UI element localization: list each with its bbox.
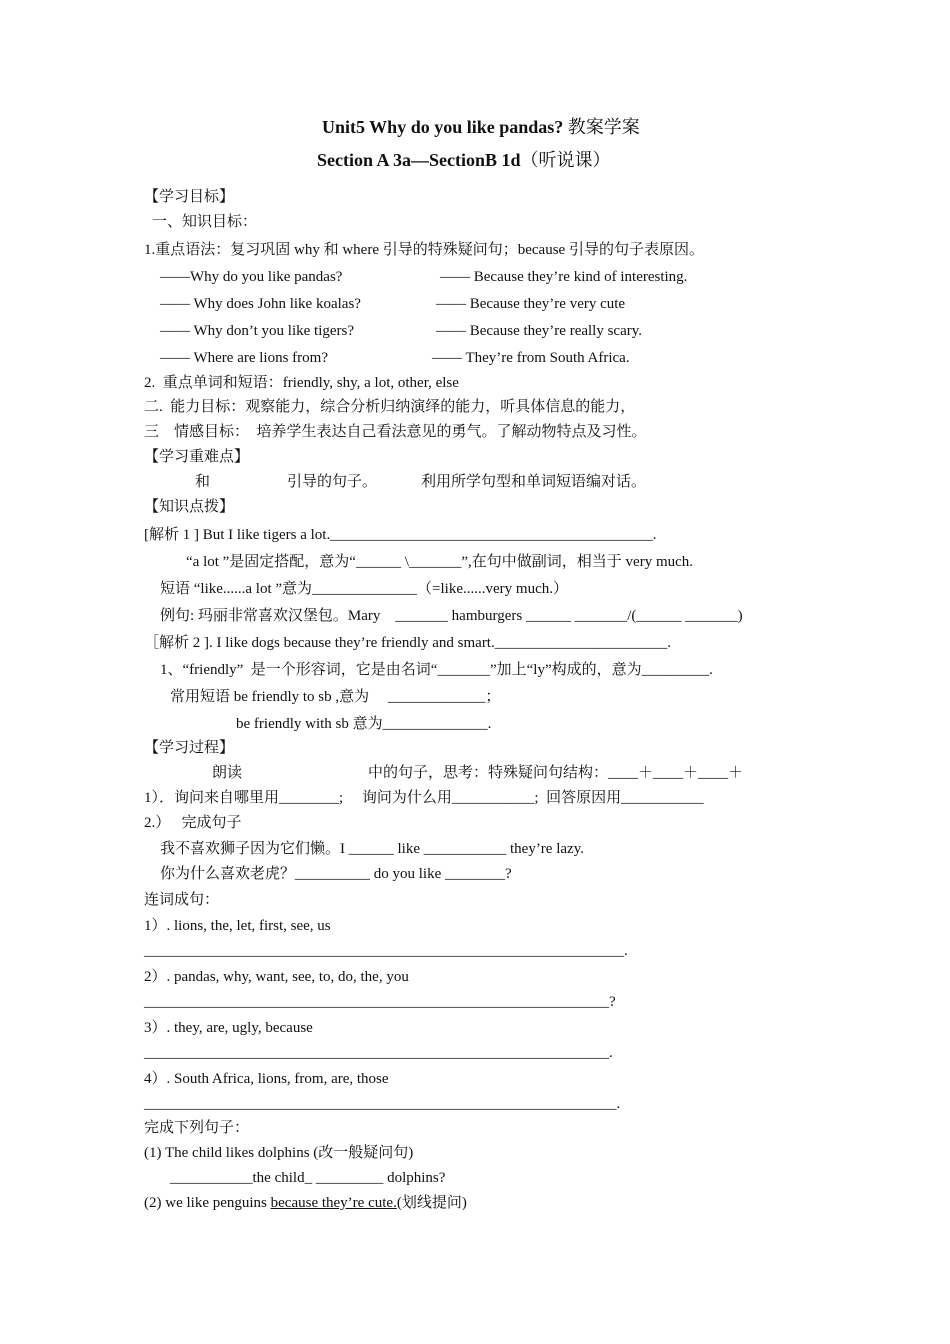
- title-line-1: [322, 116, 640, 138]
- exercise-2-note: (划线提问): [396, 1195, 467, 1211]
- exercise-1: (1) The child likes dolphins (改一般疑问句): [144, 1145, 414, 1161]
- title-line-2: [317, 149, 611, 171]
- dialogue-question: —— Where are lions from?: [160, 350, 328, 366]
- knowledge-objective-header: 一、知识目标：: [152, 214, 258, 230]
- complete-sentences-header: 2.） 完成句子: [144, 815, 242, 831]
- difficulties-header: 【学习重难点】: [144, 449, 250, 465]
- friendly-to-phrase: 常用短语 be friendly to sb ,意为 _____________；: [170, 689, 501, 705]
- title-unit: Unit5 Why do you like pandas?: [322, 117, 564, 137]
- difficulty-dialogue: 利用所学句型和单词短语编对话。: [421, 474, 647, 490]
- sentence-lions: 我不喜欢狮子因为它们懒。I ______ like ___________ they’re lazy.: [160, 841, 584, 857]
- like-a-lot-phrase: 短语 “like......a lot ”意为______________（=like......very much.）: [160, 581, 568, 597]
- dialogue-answer: —— Because they’re very cute: [436, 296, 626, 312]
- answer-blank: _______________________________________________________________.: [144, 1096, 621, 1112]
- ability-objective: 二. 能力目标：观察能力，综合分析归纳演绎的能力，听具体信息的能力，: [144, 399, 636, 415]
- answer-blank: ________________________________________________________________.: [144, 943, 628, 959]
- exercise-2-underlined: because they’re cute.: [270, 1195, 397, 1211]
- objectives-header: 【学习目标】: [144, 189, 235, 205]
- answer-blank: ______________________________________________________________.: [144, 1045, 613, 1061]
- a-lot-explanation: “a lot ”是固定搭配，意为“______ \_______”,在句中做副词，相当于 very much.: [186, 554, 694, 570]
- dialogue-answer: —— Because they’re kind of interesting.: [440, 269, 688, 285]
- knowledge-header: 【知识点拨】: [144, 499, 235, 515]
- question-words: 1）．询问来自哪里用________; 询问为什么用___________; 回答原因用___________: [144, 790, 704, 806]
- title-section: Section A 3a—SectionB 1d: [317, 150, 521, 170]
- vocab-point: 2. 重点单词和短语：friendly, shy, a lot, other, else: [144, 375, 459, 391]
- emotion-objective: 三 情感目标： 培养学生表达自己看法意见的勇气。了解动物特点及习性。: [144, 424, 647, 440]
- analysis-1: [解析 1 ] But I like tigers a lot.___________________________________________.: [144, 527, 657, 543]
- dialogue-answer: —— They’re from South Africa.: [432, 350, 630, 366]
- difficulty-clause: 引导的句子。: [287, 474, 378, 490]
- analysis-2: ［解析 2 ]. I like dogs because they’re friendly and smart._______________________.: [144, 635, 671, 651]
- link-words-item: 2）. pandas, why, want, see, to, do, the, you: [144, 969, 409, 985]
- dialogue-answer: —— Because they’re really scary.: [436, 323, 643, 339]
- dialogue-question: ——Why do you like pandas?: [160, 269, 343, 285]
- dialogue-question: —— Why don’t you like tigers?: [160, 323, 355, 339]
- exercise-2: [144, 1194, 467, 1212]
- read-aloud: 朗读: [212, 765, 243, 781]
- title-unit-cn: 教案学案: [567, 117, 640, 137]
- friendly-with-phrase: be friendly with sb 意为______________.: [236, 716, 492, 732]
- process-header: 【学习过程】: [144, 740, 235, 756]
- exercise-2-lead: (2) we like penguins: [144, 1195, 271, 1211]
- link-words-item: 3）. they, are, ugly, because: [144, 1020, 313, 1036]
- example-sentence: 例句: 玛丽非常喜欢汉堡包。Mary _______ hamburgers ______ _______/(______ _______): [160, 608, 743, 624]
- sentence-tigers: 你为什么喜欢老虎？__________ do you like ________?: [160, 866, 512, 882]
- question-structure: 中的句子，思考：特殊疑问句结构：____＋____＋____＋: [368, 765, 744, 781]
- link-words-item: 1）. lions, the, let, first, see, us: [144, 918, 331, 934]
- exercise-1-blank: ___________the child_ _________ dolphins?: [170, 1170, 446, 1186]
- dialogue-question: —— Why does John like koalas?: [160, 296, 361, 312]
- complete-following-header: 完成下列句子：: [144, 1120, 250, 1136]
- difficulty-and: 和: [195, 474, 211, 490]
- title-section-cn: （听说课）: [520, 150, 611, 170]
- link-words-header: 连词成句：: [144, 892, 220, 908]
- friendly-explanation: 1、“friendly” 是一个形容词，它是由名词“_______”加上“ly”构成的，意为_________.: [160, 662, 713, 678]
- answer-blank: ______________________________________________________________?: [144, 994, 616, 1010]
- grammar-point: 1.重点语法：复习巩固 why 和 where 引导的特殊疑问句；because 引导的句子表原因。: [144, 242, 704, 258]
- link-words-item: 4）. South Africa, lions, from, are, those: [144, 1071, 389, 1087]
